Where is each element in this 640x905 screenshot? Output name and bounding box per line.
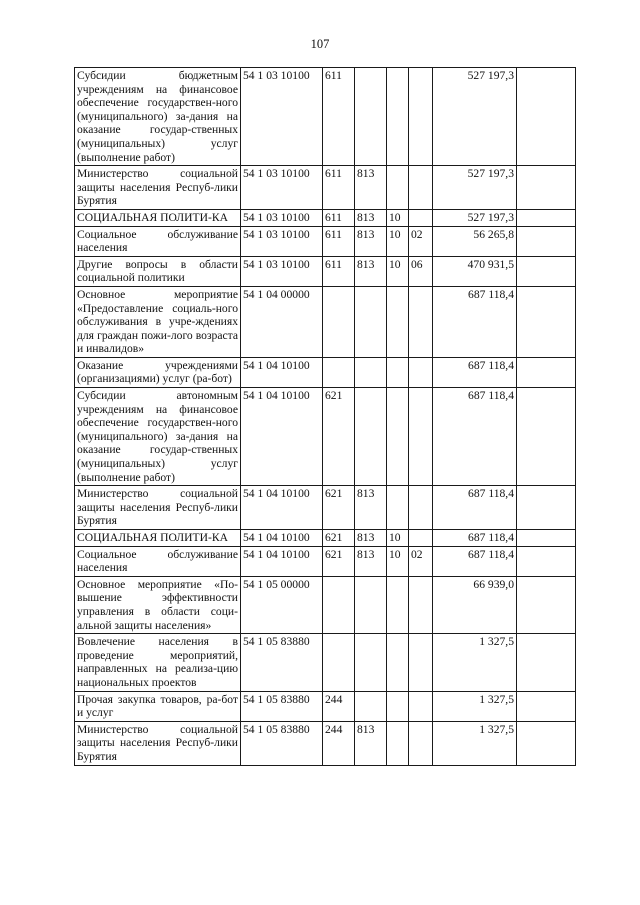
expense-type-code: 621 [323, 486, 355, 530]
budget-table [74, 67, 576, 766]
amount-value: 687 118,4 [433, 530, 517, 547]
section-code: 10 [387, 530, 409, 547]
target-article-code: 54 1 04 10100 [241, 357, 323, 387]
ministry-code [355, 357, 387, 387]
table-row [75, 286, 576, 357]
ministry-code: 813 [355, 256, 387, 286]
section-code: 10 [387, 256, 409, 286]
target-article-code: 54 1 04 00000 [241, 286, 323, 357]
subsection-code: 02 [409, 546, 433, 576]
ministry-code: 813 [355, 486, 387, 530]
amount-value: 56 265,8 [433, 226, 517, 256]
ministry-code: 813 [355, 209, 387, 226]
extra-column-cell [517, 546, 576, 576]
section-code [387, 691, 409, 721]
extra-column-cell [517, 166, 576, 210]
ministry-code [355, 286, 387, 357]
ministry-code: 813 [355, 226, 387, 256]
budget-item-name: СОЦИАЛЬНАЯ ПОЛИТИ-КА [75, 209, 241, 226]
expense-type-code [323, 634, 355, 691]
budget-item-name: Другие вопросы в области социальной политики [75, 256, 241, 286]
expense-type-code: 621 [323, 546, 355, 576]
ministry-code: 813 [355, 721, 387, 765]
budget-item-name: Социальное обслуживание населения [75, 546, 241, 576]
budget-item-name: Основное мероприятие «Предоставление социаль-ного обслуживания в учре-ждениях для граждан пожи-лого возраста и инвалидов» [75, 286, 241, 357]
extra-column-cell [517, 286, 576, 357]
amount-value: 687 118,4 [433, 486, 517, 530]
table-row [75, 546, 576, 576]
target-article-code: 54 1 03 10100 [241, 166, 323, 210]
target-article-code: 54 1 03 10100 [241, 68, 323, 166]
table-row [75, 721, 576, 765]
section-code [387, 576, 409, 633]
section-code [387, 388, 409, 486]
ministry-code: 813 [355, 166, 387, 210]
expense-type-code: 611 [323, 256, 355, 286]
amount-value: 687 118,4 [433, 286, 517, 357]
amount-value: 687 118,4 [433, 388, 517, 486]
ministry-code: 813 [355, 546, 387, 576]
expense-type-code: 611 [323, 226, 355, 256]
budget-item-name: Министерство социальной защиты населения Респуб-лики Бурятия [75, 721, 241, 765]
extra-column-cell [517, 486, 576, 530]
extra-column-cell [517, 357, 576, 387]
target-article-code: 54 1 04 10100 [241, 546, 323, 576]
table-row [75, 576, 576, 633]
section-code: 10 [387, 226, 409, 256]
target-article-code: 54 1 05 83880 [241, 691, 323, 721]
subsection-code [409, 721, 433, 765]
target-article-code: 54 1 05 83880 [241, 721, 323, 765]
ministry-code [355, 634, 387, 691]
expense-type-code: 611 [323, 166, 355, 210]
budget-item-name: Оказание учреждениями (организациями) услуг (ра-бот) [75, 357, 241, 387]
subsection-code [409, 166, 433, 210]
expense-type-code: 244 [323, 691, 355, 721]
budget-item-name: Вовлечение населения в проведение мероприятий, направленных на реализа-цию национальных проектов [75, 634, 241, 691]
section-code [387, 634, 409, 691]
subsection-code [409, 209, 433, 226]
amount-value: 470 931,5 [433, 256, 517, 286]
budget-item-name: Министерство социальной защиты населения Респуб-лики Бурятия [75, 486, 241, 530]
amount-value: 1 327,5 [433, 634, 517, 691]
table-row [75, 166, 576, 210]
budget-item-name: Субсидии бюджетным учреждениям на финансовое обеспечение государствен-ного (муниципального) за-дания на оказание государ-ственных (муниципальных) услуг (выполнение работ) [75, 68, 241, 166]
table-row [75, 530, 576, 547]
ministry-code: 813 [355, 530, 387, 547]
expense-type-code [323, 286, 355, 357]
extra-column-cell [517, 68, 576, 166]
target-article-code: 54 1 03 10100 [241, 209, 323, 226]
amount-value: 527 197,3 [433, 166, 517, 210]
table-row [75, 486, 576, 530]
expense-type-code [323, 576, 355, 633]
subsection-code [409, 691, 433, 721]
ministry-code [355, 576, 387, 633]
target-article-code: 54 1 03 10100 [241, 256, 323, 286]
table-row [75, 634, 576, 691]
extra-column-cell [517, 530, 576, 547]
expense-type-code [323, 357, 355, 387]
table-row [75, 209, 576, 226]
section-code [387, 68, 409, 166]
section-code: 10 [387, 546, 409, 576]
table-row [75, 226, 576, 256]
extra-column-cell [517, 576, 576, 633]
amount-value: 1 327,5 [433, 721, 517, 765]
table-row [75, 357, 576, 387]
section-code [387, 286, 409, 357]
table-row [75, 68, 576, 166]
table-row [75, 691, 576, 721]
expense-type-code: 611 [323, 209, 355, 226]
budget-item-name: Социальное обслуживание населения [75, 226, 241, 256]
extra-column-cell [517, 388, 576, 486]
amount-value: 527 197,3 [433, 68, 517, 166]
expense-type-code: 244 [323, 721, 355, 765]
section-code [387, 486, 409, 530]
target-article-code: 54 1 04 10100 [241, 530, 323, 547]
section-code: 10 [387, 209, 409, 226]
amount-value: 687 118,4 [433, 357, 517, 387]
subsection-code [409, 576, 433, 633]
expense-type-code: 611 [323, 68, 355, 166]
table-row [75, 388, 576, 486]
amount-value: 1 327,5 [433, 691, 517, 721]
section-code [387, 357, 409, 387]
table-row [75, 256, 576, 286]
ministry-code [355, 388, 387, 486]
amount-value: 66 939,0 [433, 576, 517, 633]
subsection-code [409, 68, 433, 166]
extra-column-cell [517, 209, 576, 226]
extra-column-cell [517, 256, 576, 286]
budget-item-name: Прочая закупка товаров, ра-бот и услуг [75, 691, 241, 721]
subsection-code [409, 286, 433, 357]
section-code [387, 721, 409, 765]
extra-column-cell [517, 721, 576, 765]
subsection-code: 02 [409, 226, 433, 256]
subsection-code [409, 530, 433, 547]
budget-item-name: Министерство социальной защиты населения Респуб-лики Бурятия [75, 166, 241, 210]
target-article-code: 54 1 05 83880 [241, 634, 323, 691]
target-article-code: 54 1 04 10100 [241, 388, 323, 486]
amount-value: 527 197,3 [433, 209, 517, 226]
extra-column-cell [517, 634, 576, 691]
ministry-code [355, 691, 387, 721]
table-body [75, 68, 576, 766]
section-code [387, 166, 409, 210]
page-number: 107 [310, 37, 330, 51]
extra-column-cell [517, 226, 576, 256]
target-article-code: 54 1 05 00000 [241, 576, 323, 633]
extra-column-cell [517, 691, 576, 721]
amount-value: 687 118,4 [433, 546, 517, 576]
target-article-code: 54 1 03 10100 [241, 226, 323, 256]
expense-type-code: 621 [323, 530, 355, 547]
target-article-code: 54 1 04 10100 [241, 486, 323, 530]
subsection-code [409, 486, 433, 530]
subsection-code [409, 634, 433, 691]
ministry-code [355, 68, 387, 166]
subsection-code: 06 [409, 256, 433, 286]
subsection-code [409, 388, 433, 486]
budget-item-name: СОЦИАЛЬНАЯ ПОЛИТИ-КА [75, 530, 241, 547]
budget-item-name: Субсидии автономным учреждениям на финансовое обеспечение государствен-ного (муниципального) за-дания на оказание государ-ственных (муниципальных) услуг (выполнение работ) [75, 388, 241, 486]
expense-type-code: 621 [323, 388, 355, 486]
budget-item-name: Основное мероприятие «По-вышение эффективности управления в области соци-альной защиты населения» [75, 576, 241, 633]
subsection-code [409, 357, 433, 387]
